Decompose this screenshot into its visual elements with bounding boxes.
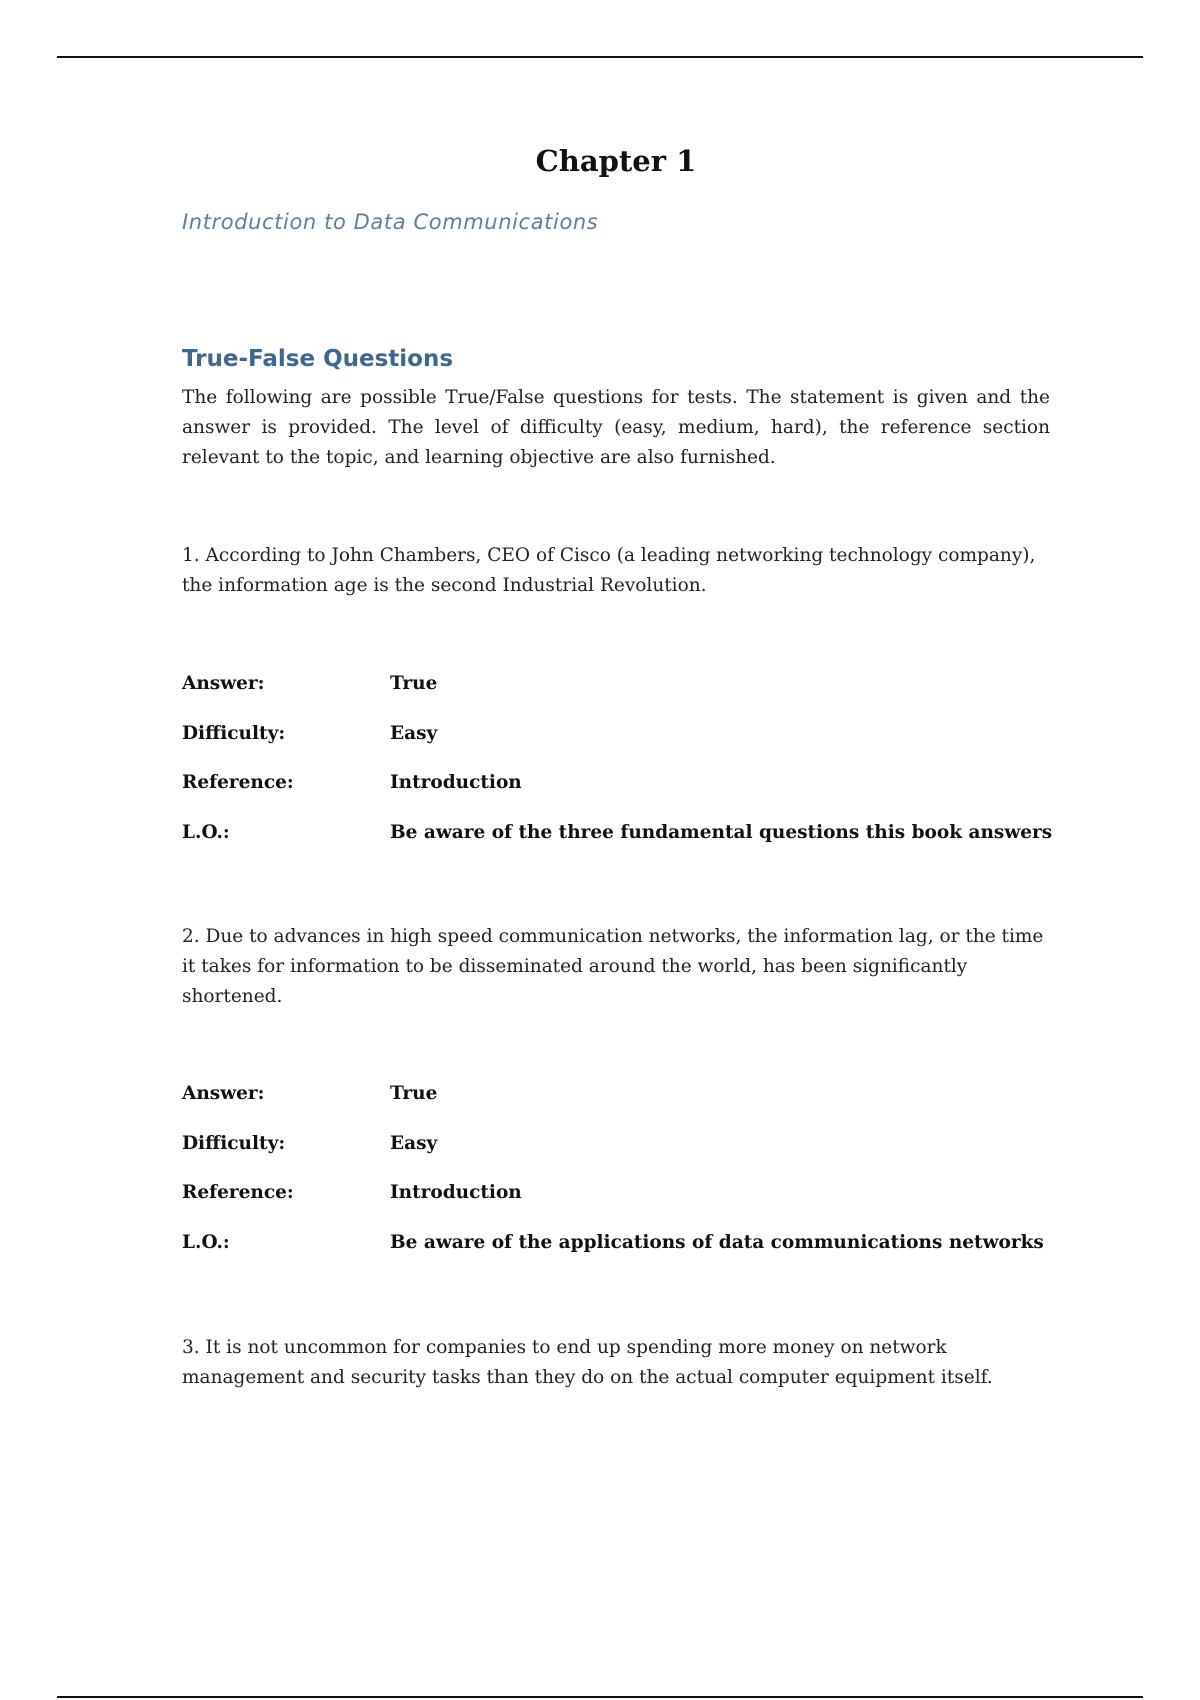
- lo-value: Be aware of the three fundamental questions this book answers: [390, 822, 1053, 843]
- footer-rule: [57, 1696, 1143, 1698]
- reference-label: Reference:: [182, 772, 294, 793]
- chapter-title: Chapter 1: [535, 144, 697, 178]
- section-heading: True-False Questions: [182, 346, 454, 372]
- reference-value: Introduction: [390, 772, 522, 793]
- lo-label: L.O.:: [182, 1232, 230, 1253]
- reference-value: Introduction: [390, 1182, 522, 1203]
- lo-label: L.O.:: [182, 822, 230, 843]
- difficulty-label: Difficulty:: [182, 1133, 286, 1154]
- answer-value: True: [390, 673, 438, 694]
- question-2-text: 2. Due to advances in high speed communication networks, the information lag, or the time it takes for information to be disseminated around the world, has been significantly shortened.: [182, 926, 1044, 1007]
- question-3-text: 3. It is not uncommon for companies to end up spending more money on network management and security tasks than they do on the actual computer equipment itself.: [182, 1337, 993, 1388]
- lo-value: Be aware of the applications of data communications networks: [390, 1232, 1044, 1253]
- reference-label: Reference:: [182, 1182, 294, 1203]
- difficulty-label: Difficulty:: [182, 723, 286, 744]
- answer-label: Answer:: [182, 673, 265, 694]
- answer-value: True: [390, 1083, 438, 1104]
- chapter-subtitle: Introduction to Data Communications: [182, 210, 599, 234]
- difficulty-value: Easy: [390, 1133, 438, 1154]
- header-rule: [57, 56, 1143, 58]
- question-1-text: 1. According to John Chambers, CEO of Cisco (a leading networking technology company), the information age is the second Industrial Revolution.: [182, 545, 1036, 596]
- section-intro: The following are possible True/False questions for tests. The statement is given and the answer is provided. The level of difficulty (easy, medium, hard), the reference section relevant to the topic, and learning objective are also furnished.: [182, 387, 1050, 468]
- answer-label: Answer:: [182, 1083, 265, 1104]
- difficulty-value: Easy: [390, 723, 438, 744]
